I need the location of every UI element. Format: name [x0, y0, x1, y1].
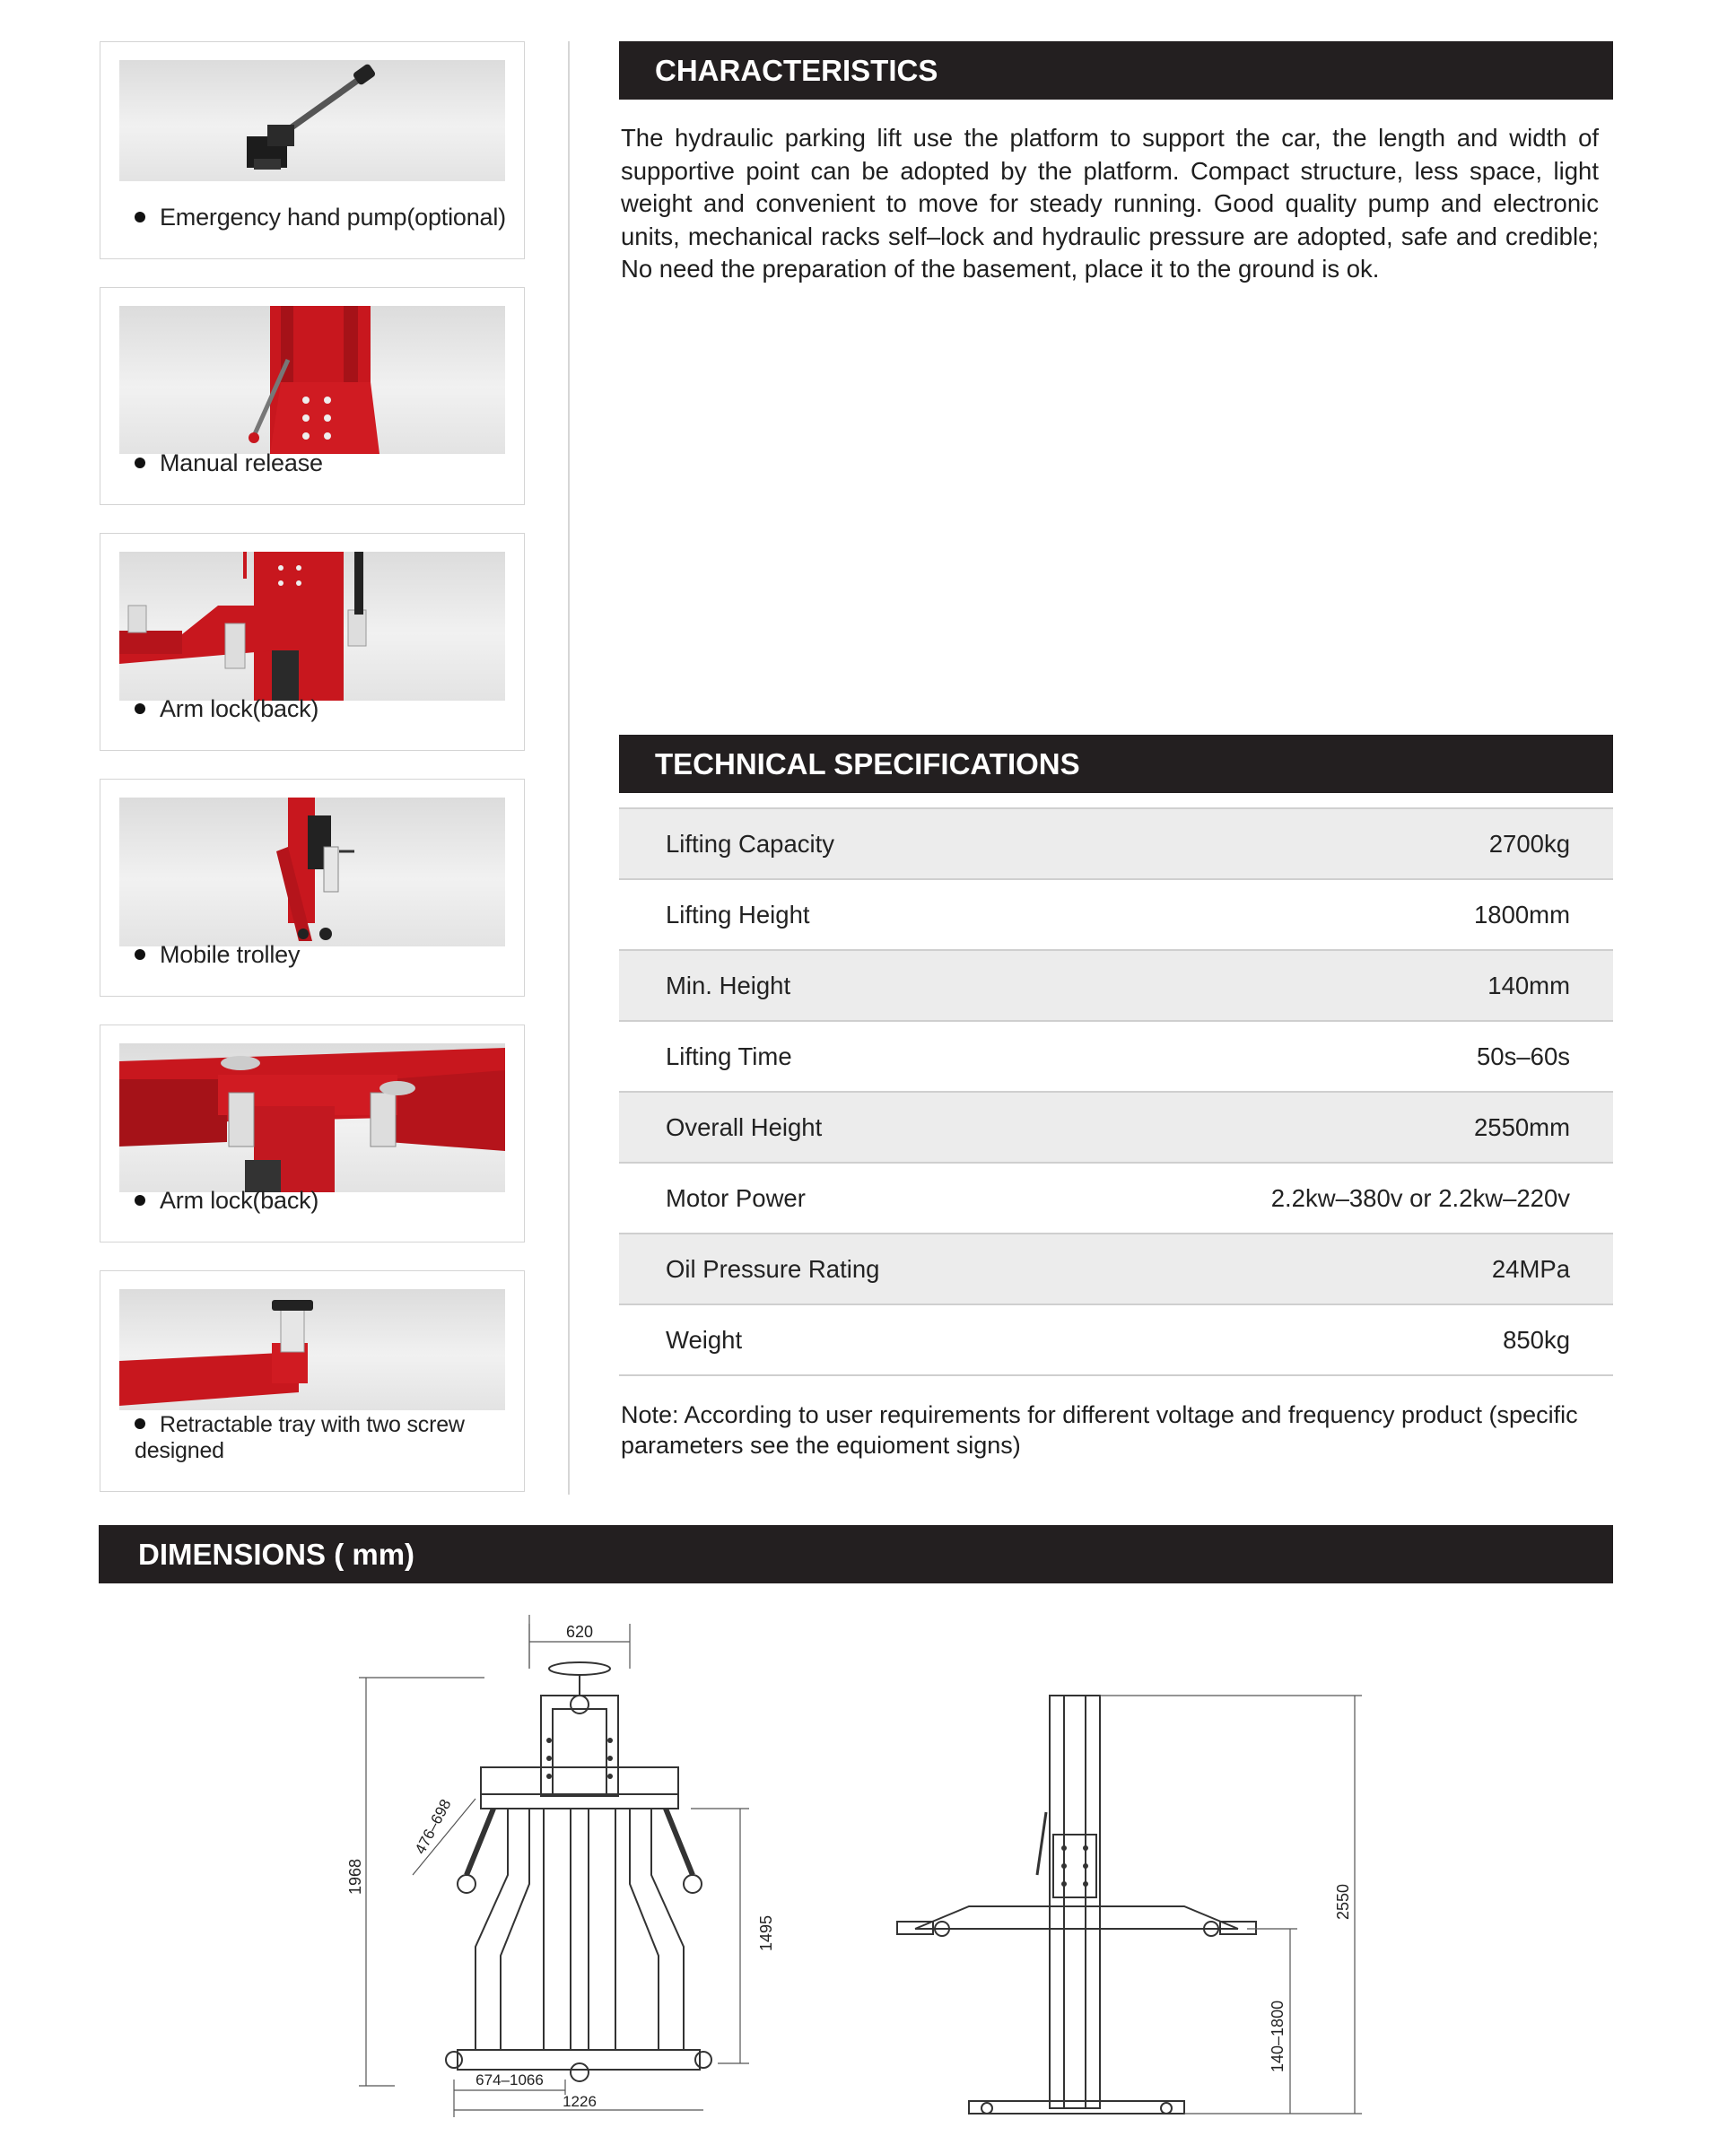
bullet-icon — [135, 1418, 145, 1429]
table-row — [619, 951, 1613, 1022]
feature-card-retractable-tray — [100, 1270, 525, 1492]
table-row — [619, 1022, 1613, 1093]
spec-label: Overall Height — [666, 1112, 823, 1141]
table-row — [619, 880, 1613, 951]
feature-caption: Retractable tray with two screw designed — [135, 1412, 465, 1463]
bullet-icon — [135, 949, 145, 960]
feature-caption: Mobile trolley — [135, 941, 300, 969]
table-row — [619, 1164, 1613, 1234]
arm-lock-detail-image — [119, 1043, 505, 1192]
dimensions-header — [99, 1525, 1613, 1583]
bullet-icon — [135, 703, 145, 714]
dim-height-total: 1968 — [346, 1858, 364, 1895]
column-divider — [568, 41, 570, 1495]
feature-card-hand-pump — [100, 41, 525, 259]
spec-label: Lifting Time — [666, 1042, 792, 1070]
spec-label: Motor Power — [666, 1183, 806, 1212]
specifications-title: TECHNICAL SPECIFICATIONS — [655, 746, 1080, 780]
feature-caption: Manual release — [135, 449, 323, 477]
dimensions-title: DIMENSIONS ( mm) — [138, 1537, 415, 1571]
spec-value: 24MPa — [1491, 1254, 1570, 1283]
feature-card-arm-lock-detail — [100, 1025, 525, 1243]
spec-value: 2.2kw–380v or 2.2kw–220v — [1270, 1183, 1570, 1212]
dim-arm-range: 476–698 — [411, 1796, 455, 1857]
spec-value: 850kg — [1503, 1325, 1570, 1354]
table-row — [619, 1234, 1613, 1305]
feature-caption: Emergency hand pump(optional) — [135, 204, 506, 231]
feature-caption: Arm lock(back) — [135, 1187, 318, 1215]
specifications-header — [619, 735, 1613, 793]
dim-height-mid: 1495 — [757, 1914, 775, 1951]
spec-value: 50s–60s — [1477, 1042, 1570, 1070]
spec-label: Min. Height — [666, 971, 791, 999]
specifications-table — [619, 807, 1613, 1376]
dim-width-top: 620 — [565, 1623, 594, 1641]
spec-label: Lifting Height — [666, 900, 810, 929]
table-row — [619, 1305, 1613, 1376]
spec-label: Lifting Capacity — [666, 829, 835, 858]
spec-value: 2700kg — [1488, 829, 1570, 858]
retractable-tray-image — [119, 1289, 505, 1410]
spec-label: Weight — [666, 1325, 743, 1354]
mobile-trolley-image — [119, 798, 505, 946]
hand-pump-image — [119, 60, 505, 181]
characteristics-text: The hydraulic parking lift use the platform to support the car, the length and width of supportive point can be adopted by the platform. Compact structure, less space, light weight and convenient to move for steady running. Good quality pump and electronic units, mechanical racks self–lock and hydraulic pressure are adopted, safe and credible; No need the preparation of the basement, place it to the ground is ok. — [621, 124, 1599, 283]
table-row — [619, 809, 1613, 880]
feature-caption: Arm lock(back) — [135, 695, 318, 723]
dim-lift-range: 140–1800 — [1269, 2000, 1287, 2072]
arm-lock-back-image — [119, 552, 505, 701]
dim-base-range: 674–1066 — [475, 2071, 544, 2088]
feature-card-mobile-trolley — [100, 779, 525, 997]
dim-overall-height: 2550 — [1334, 1883, 1352, 1920]
spec-value: 2550mm — [1474, 1112, 1570, 1141]
bullet-icon — [135, 458, 145, 468]
spec-label: Oil Pressure Rating — [666, 1254, 880, 1283]
dim-base-width: 1226 — [563, 2093, 597, 2110]
bullet-icon — [135, 212, 145, 222]
manual-release-image — [119, 306, 505, 454]
side-view-drawing — [888, 1687, 1373, 2117]
specifications-note: Note: According to user requirements for different voltage and frequency product (specific parameters see the equioment signs) — [621, 1401, 1578, 1459]
bullet-icon — [135, 1195, 145, 1206]
front-view-drawing — [341, 1615, 807, 2117]
spec-value: 1800mm — [1474, 900, 1570, 929]
spec-value: 140mm — [1487, 971, 1570, 999]
characteristics-header — [619, 41, 1613, 100]
feature-card-manual-release — [100, 287, 525, 505]
table-row — [619, 1093, 1613, 1164]
feature-card-arm-lock — [100, 533, 525, 751]
characteristics-title: CHARACTERISTICS — [655, 53, 938, 87]
